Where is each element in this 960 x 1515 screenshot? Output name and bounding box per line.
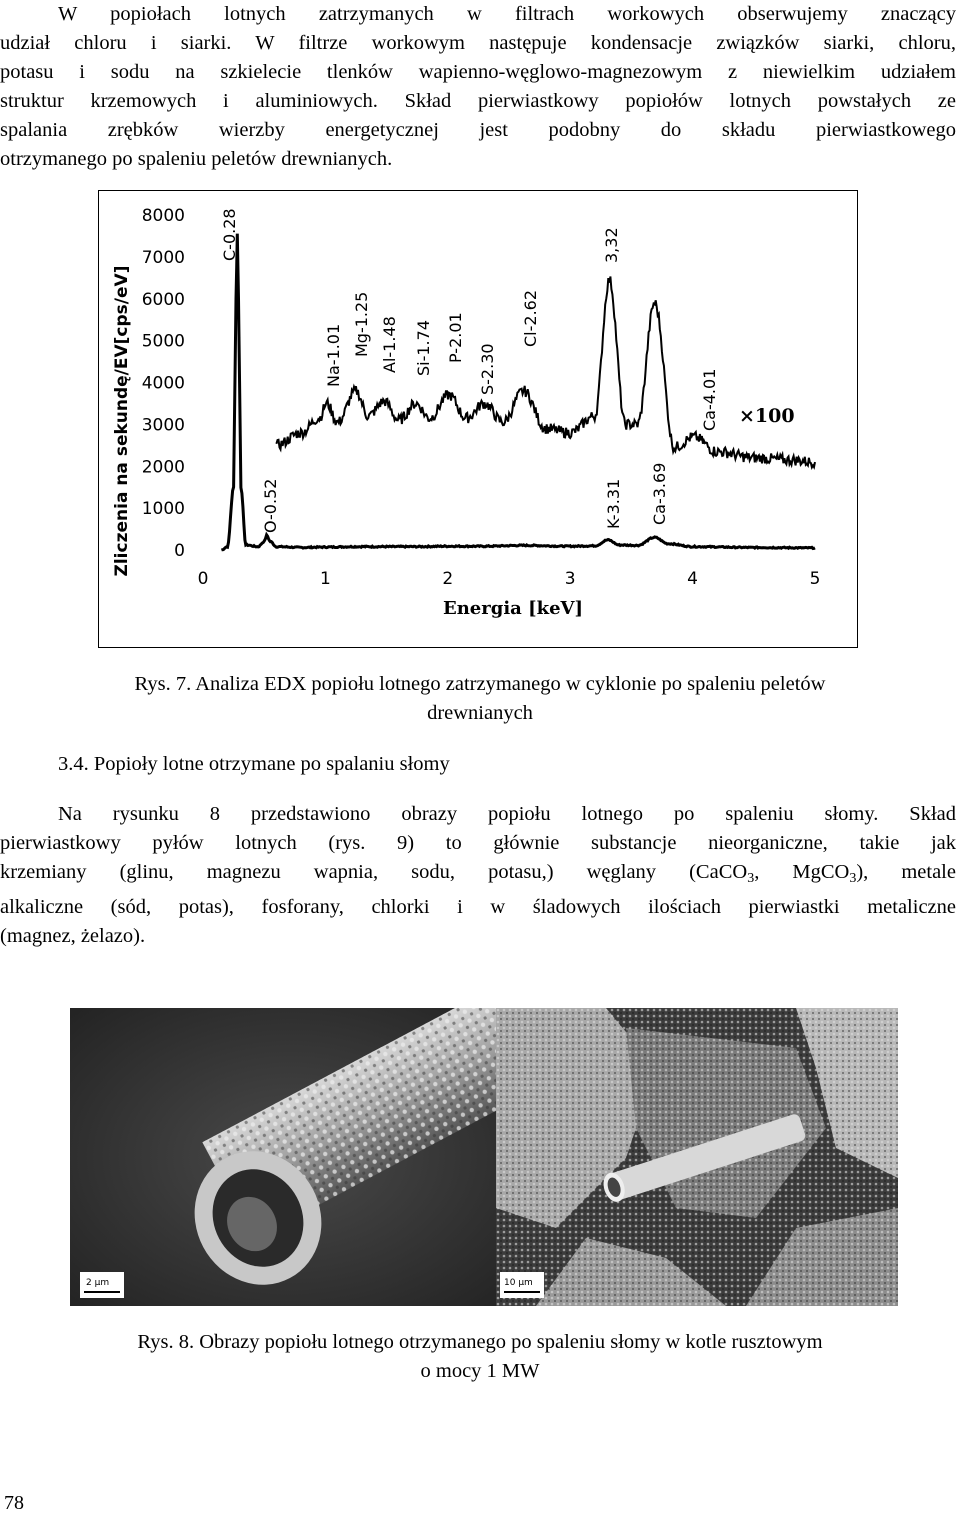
- text-line: udział chloru i siarki. W filtrze workowym następuje kondensacje związków siarki, chloru,: [0, 32, 956, 54]
- peak-label: Cl-2.62: [521, 289, 540, 347]
- peak-label: Mg-1.25: [352, 291, 371, 357]
- y-tick-label: 6000: [141, 289, 185, 310]
- peak-label: Ca-3.69: [650, 462, 669, 525]
- scale-bar-right: 10 µm: [504, 1278, 533, 1288]
- y-tick-label: 5000: [141, 331, 185, 352]
- text-line: (magnez, żelazo).: [0, 925, 146, 947]
- x-axis-label: Energia [keV]: [442, 598, 584, 619]
- x-tick-label: 1: [319, 569, 331, 589]
- peak-label: P-2.01: [446, 312, 465, 363]
- x-tick-label: 2: [442, 569, 454, 589]
- text-fragment: ), metale: [856, 861, 956, 883]
- x-tick-label: 0: [197, 569, 209, 589]
- section-paragraph: [0, 800, 956, 951]
- peak-label: C-0.28: [220, 208, 239, 261]
- subscript: 3: [747, 871, 755, 886]
- text-line: otrzymanego po spaleniu peletów drewnianych.: [0, 148, 393, 170]
- x-tick-label: 5: [809, 569, 821, 589]
- peak-label: K-3.31: [604, 478, 623, 529]
- figure7-caption-line1: Rys. 7. Analiza EDX popiołu lotnego zatrzymanego w cyklonie po spaleniu peletów: [134, 673, 826, 695]
- text-line: alkaliczne (sód, potas), fosforany, chlorki i w śladowych ilościach pierwiastki metaliczne: [0, 896, 956, 918]
- figure7-caption-line2: drewnianych: [427, 702, 533, 724]
- text-line: [0, 858, 956, 893]
- page-number: 78: [4, 1492, 24, 1514]
- text-line: Na rysunku 8 przedstawiono obrazy popiołu lotnego po spaleniu słomy. Skład: [58, 803, 956, 825]
- figure7-caption: [0, 670, 960, 728]
- text-line: struktur krzemowych i aluminiowych. Skład pierwiastkowy popiołów lotnych powstałych ze: [0, 90, 956, 112]
- y-tick-label: 4000: [141, 373, 185, 394]
- scale-bar-left: 2 µm: [86, 1278, 110, 1288]
- peak-label: Al-1.48: [380, 316, 399, 373]
- sem-image-left: [70, 1008, 510, 1306]
- sem-image-right: [496, 1008, 898, 1306]
- sem-porous-picture: [496, 1008, 898, 1306]
- text-line: potasu i sodu na szkielecie tlenków wapienno-węglowo-magnezowym z niewielkim udziałem: [0, 61, 956, 83]
- x-tick-label: 3: [564, 569, 576, 589]
- subscript: 3: [849, 871, 857, 886]
- figure8-caption-line1: Rys. 8. Obrazy popiołu lotnego otrzymanego po spaleniu słomy w kotle rusztowym: [137, 1331, 823, 1353]
- y-tick-label: 0: [174, 541, 185, 561]
- y-tick-label: 8000: [141, 206, 185, 226]
- peak-label: S-2.30: [478, 343, 497, 395]
- text-fragment: , MgCO: [754, 861, 850, 883]
- sem-tube-picture: [70, 1008, 510, 1306]
- peak-label: O-0.52: [261, 478, 280, 533]
- y-tick-label: 1000: [141, 499, 185, 520]
- y-axis-label: Zliczenia na sekundę/EV[cps/eV]: [112, 265, 132, 577]
- peak-label: 3,32: [602, 227, 621, 263]
- edx-spectrum-chart: [99, 191, 857, 647]
- edx-chart-frame: [98, 190, 858, 648]
- figure8-caption-line2: o mocy 1 MW: [420, 1360, 540, 1382]
- figure8-caption: [0, 1328, 960, 1386]
- peak-label: Si-1.74: [414, 320, 433, 376]
- y-tick-label: 3000: [141, 415, 185, 436]
- text-line: W popiołach lotnych zatrzymanych w filtrach workowych obserwujemy znaczący: [58, 3, 956, 25]
- y-tick-label: 2000: [141, 457, 185, 478]
- text-fragment: krzemiany (glinu, magnezu wapnia, sodu, potasu,) węglany (CaCO: [0, 861, 748, 883]
- intro-paragraph: [0, 0, 956, 174]
- text-line: spalania zrębków wierzby energetycznej jest podobny do składu pierwiastkowego: [0, 119, 956, 141]
- peak-label: Na-1.01: [324, 323, 343, 387]
- section-heading: 3.4. Popioły lotne otrzymane po spalaniu słomy: [58, 753, 450, 775]
- x-tick-label: 4: [687, 569, 699, 589]
- text-line: pierwiastkowy pyłów lotnych (rys. 9) to głównie substancje nieorganiczne, takie jak: [0, 832, 956, 854]
- y-tick-label: 7000: [141, 247, 185, 268]
- peak-label: Ca-4.01: [700, 368, 719, 431]
- magnification-label: ×100: [739, 405, 795, 427]
